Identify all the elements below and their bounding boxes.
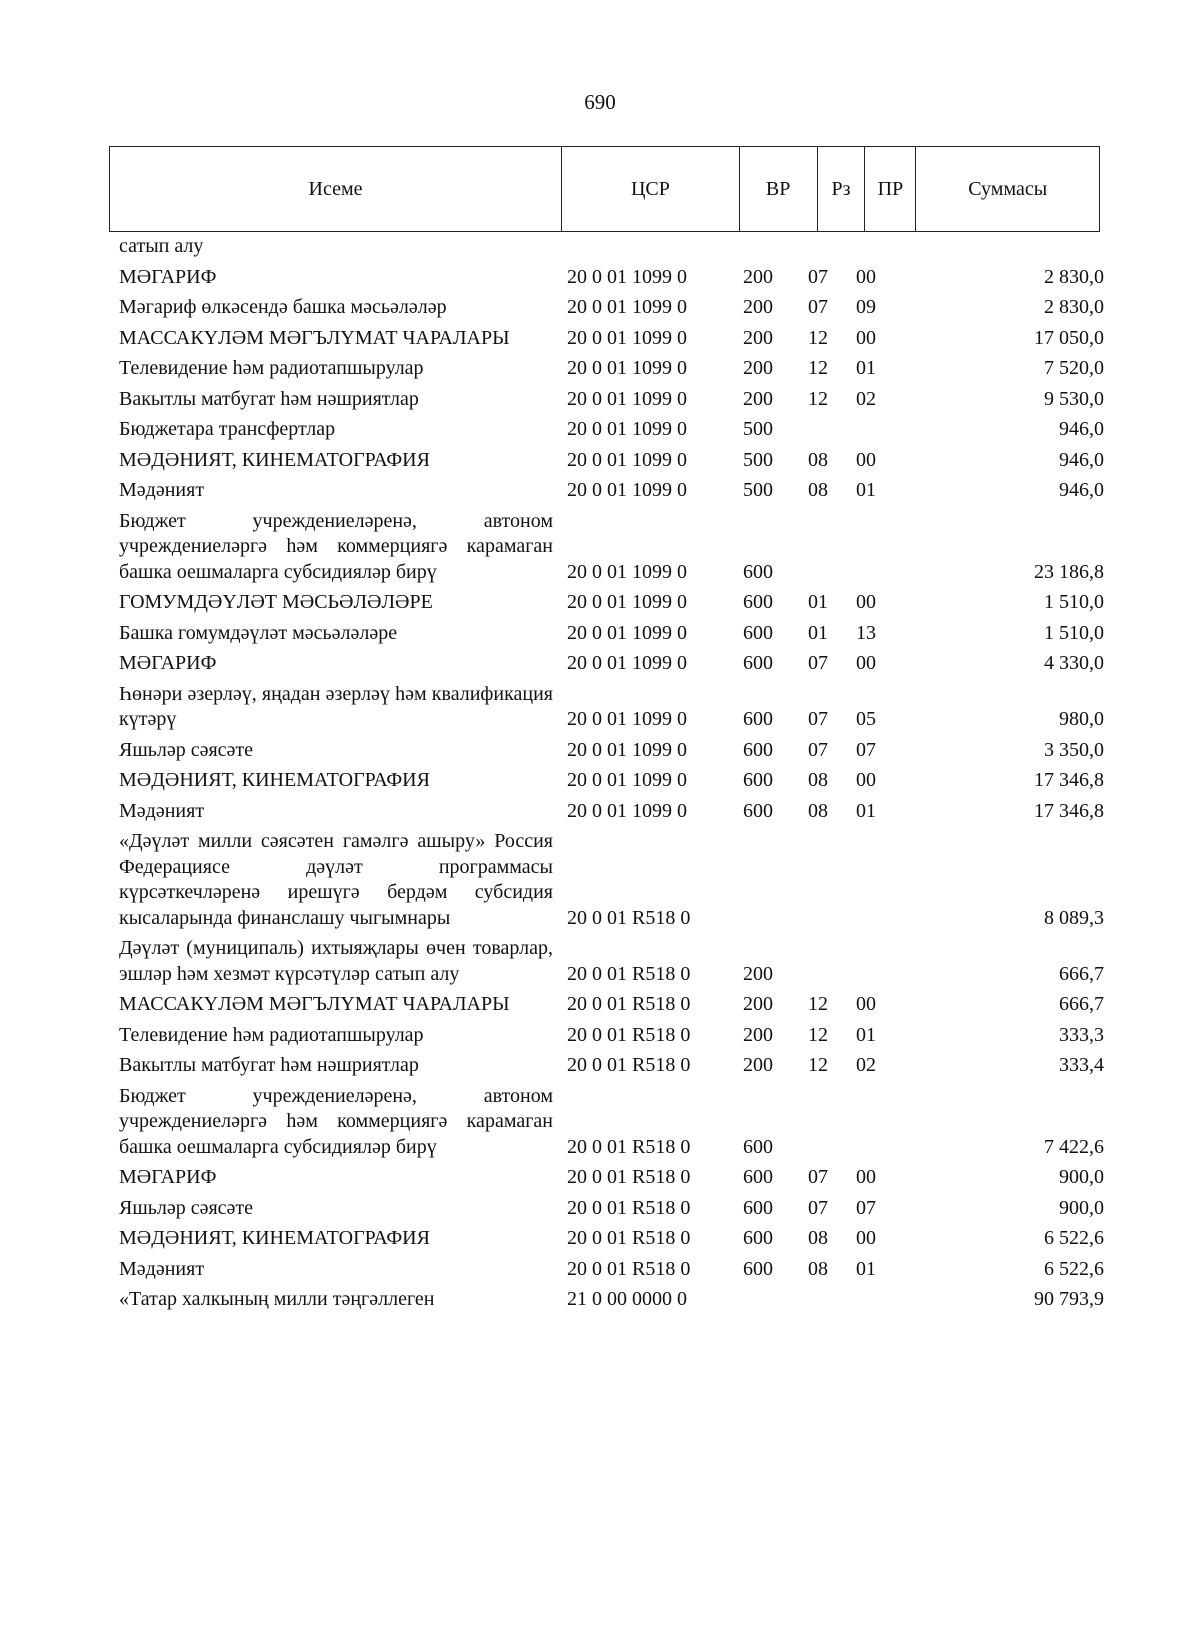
header-rz: Рз [818,147,866,231]
cell-csr: 20 0 01 1099 0 [567,799,687,822]
cell-rz: 12 [808,326,828,349]
cell-pr: 09 [856,296,876,318]
cell-rz: 12 [808,1054,828,1076]
cell-pr: 01 [856,479,876,501]
cell-vr: 200 [743,296,773,318]
cell-pr: 00 [856,448,876,471]
cell-csr: 20 0 01 R518 0 [567,1135,691,1158]
cell-sum: 9 530,0 [1044,387,1104,410]
cell-sum: 3 350,0 [1044,738,1104,761]
cell-rz: 07 [808,296,828,318]
cell-pr: 07 [856,738,876,761]
cell-vr: 600 [743,621,773,644]
table-row [119,1165,1104,1191]
cell-sum: 6 522,6 [1044,1227,1104,1249]
cell-sum: 8 089,3 [1044,906,1104,929]
cell-sum: 23 186,8 [1034,560,1104,583]
table-row [119,509,1104,586]
table-row [119,1023,1104,1049]
cell-vr: 500 [743,479,773,501]
cell-name: Мәдәният [119,1257,205,1280]
cell-name: Мәдәният [119,799,205,822]
cell-pr: 00 [856,326,876,349]
table-row [119,992,1104,1018]
cell-sum: 7 520,0 [1044,357,1104,379]
cell-csr: 20 0 01 1099 0 [567,265,687,288]
cell-vr: 600 [743,1257,773,1280]
cell-name: МӘДӘНИЯТ, КИНЕМАТОГРАФИЯ [119,1227,430,1249]
table-row [119,590,1104,616]
cell-sum: 2 830,0 [1044,296,1104,318]
header-name: Исеме [110,147,562,231]
cell-pr: 07 [856,1196,876,1219]
cell-vr: 600 [743,1227,773,1249]
cell-rz: 07 [808,738,828,761]
cell-csr: 20 0 01 1099 0 [567,387,687,410]
cell-sum: 90 793,9 [1034,1288,1104,1310]
cell-sum: 17 050,0 [1034,326,1104,349]
cell-name: Башка гомумдәүләт мәсьәләләре [119,621,398,644]
cell-vr: 200 [743,387,773,410]
cell-name: МӘДӘНИЯТ, КИНЕМАТОГРАФИЯ [119,769,430,791]
cell-csr: 20 0 01 1099 0 [567,738,687,761]
cell-sum: 980,0 [1059,708,1104,730]
cell-vr: 600 [743,652,773,674]
cell-sum: 2 830,0 [1044,265,1104,288]
cell-pr: 05 [856,708,876,730]
table-row [119,387,1104,413]
cell-sum: 900,0 [1059,1196,1104,1219]
cell-pr: 13 [856,621,876,644]
cell-name: Мәдәният [119,479,205,501]
cell-csr: 20 0 01 R518 0 [567,1054,691,1076]
cell-pr: 02 [856,1054,876,1076]
cell-csr: 20 0 01 1099 0 [567,591,687,613]
cell-rz: 08 [808,1257,828,1280]
cell-vr: 600 [743,1196,773,1219]
cell-vr: 600 [743,1166,773,1188]
cell-pr: 00 [856,652,876,674]
cell-csr: 20 0 01 1099 0 [567,652,687,674]
table-row [119,799,1104,825]
cell-name: «Дәүләт милли сәясәтен гамәлгә ашыру» Россия Федерациясе дәүләт программасы күрсәткечләренә ирешүгә бердәм субсидия кысаларында финанслашу чыгымнары [119,830,553,929]
cell-name: Яшьләр сәясәте [119,738,254,761]
cell-csr: 20 0 01 1099 0 [567,479,687,501]
cell-rz: 01 [808,591,828,613]
cell-rz: 07 [808,265,828,288]
cell-sum: 333,4 [1059,1054,1104,1076]
cell-rz: 08 [808,448,828,471]
cell-sum: 946,0 [1059,448,1104,471]
cell-rz: 07 [808,1166,828,1188]
table-row [119,768,1104,794]
header-csr: ЦСР [562,147,740,231]
table-row [119,448,1104,474]
cell-sum: 6 522,6 [1044,1257,1104,1280]
table-row [119,356,1104,382]
table-row [119,738,1104,764]
cell-sum: 946,0 [1059,479,1104,501]
cell-vr: 200 [743,962,773,985]
cell-name: Яшьләр сәясәте [119,1196,254,1219]
cell-pr: 00 [856,265,876,288]
cell-name: Бюджетара трансфертлар [119,418,336,440]
cell-sum: 900,0 [1059,1166,1104,1188]
cell-csr: 20 0 01 1099 0 [567,560,687,583]
table-row [119,234,1104,260]
cell-vr: 600 [743,769,773,791]
cell-sum: 17 346,8 [1034,799,1104,822]
cell-name: МАССАКҮЛӘМ МӘГЪЛҮМАТ ЧАРАЛАРЫ [119,326,510,349]
cell-name: Дәүләт (муниципаль) ихтыяҗлары өчен товарлар, эшләр һәм хезмәт күрсәтүләр сатып алу [119,937,553,985]
page-number: 690 [584,90,616,114]
cell-vr: 200 [743,326,773,349]
cell-vr: 600 [743,799,773,822]
cell-csr: 20 0 01 R518 0 [567,1257,691,1280]
cell-pr: 02 [856,387,876,410]
table-row [119,682,1104,733]
cell-sum: 333,3 [1059,1023,1104,1046]
table-row [119,1053,1104,1079]
cell-csr: 20 0 01 R518 0 [567,962,691,985]
cell-rz: 12 [808,1023,828,1046]
table-row [119,1287,1104,1313]
cell-vr: 500 [743,418,773,440]
cell-sum: 666,7 [1059,962,1104,985]
cell-vr: 500 [743,448,773,471]
table-row [119,1084,1104,1161]
cell-pr: 01 [856,799,876,822]
cell-rz: 12 [808,993,828,1015]
cell-sum: 666,7 [1059,993,1104,1015]
cell-rz: 08 [808,769,828,791]
header-vr: ВР [740,147,818,231]
cell-csr: 20 0 01 1099 0 [567,357,687,379]
cell-vr: 200 [743,357,773,379]
cell-rz: 12 [808,387,828,410]
cell-sum: 4 330,0 [1044,652,1104,674]
cell-vr: 200 [743,993,773,1015]
cell-name: Бюджет учреждениеләренә, автоном учреждениеләргә һәм коммерциягә карамаган башка оешмаларга субсидияләр бирү [119,1084,553,1158]
cell-csr: 21 0 00 0000 0 [567,1288,687,1310]
cell-csr: 20 0 01 R518 0 [567,1023,691,1046]
cell-pr: 00 [856,1166,876,1188]
table-row [119,829,1104,931]
cell-sum: 946,0 [1059,418,1104,440]
cell-rz: 07 [808,708,828,730]
cell-sum: 1 510,0 [1044,591,1104,613]
cell-pr: 00 [856,769,876,791]
cell-name: МАССАКҮЛӘМ МӘГЪЛҮМАТ ЧАРАЛАРЫ [119,993,510,1015]
cell-name: ГОМУМДӘҮЛӘТ МӘСЬӘЛӘЛӘРЕ [119,591,433,613]
cell-csr: 20 0 01 1099 0 [567,448,687,471]
cell-rz: 12 [808,357,828,379]
cell-vr: 600 [743,560,773,583]
cell-name: Телевидение һәм радиотапшырулар [119,1023,424,1046]
table-row [119,1226,1104,1252]
cell-csr: 20 0 01 1099 0 [567,708,687,730]
table-row [119,1196,1104,1222]
cell-rz: 08 [808,799,828,822]
cell-vr: 600 [743,591,773,613]
cell-sum: 7 422,6 [1044,1135,1104,1158]
table-row [119,621,1104,647]
cell-name: МӘГАРИФ [119,1166,217,1188]
cell-pr: 00 [856,1227,876,1249]
cell-name: МӘДӘНИЯТ, КИНЕМАТОГРАФИЯ [119,448,430,471]
cell-name: МӘГАРИФ [119,652,217,674]
cell-csr: 20 0 01 R518 0 [567,993,691,1015]
cell-vr: 600 [743,738,773,761]
cell-sum: 1 510,0 [1044,621,1104,644]
cell-name: Һөнәри әзерләү, яңадан әзерләү һәм квалификация күтәрү [119,682,553,730]
table-row [119,936,1104,987]
cell-rz: 01 [808,621,828,644]
cell-pr: 01 [856,357,876,379]
cell-csr: 20 0 01 1099 0 [567,769,687,791]
cell-pr: 01 [856,1257,876,1280]
cell-vr: 200 [743,265,773,288]
header-pr: ПР [865,147,916,231]
cell-vr: 200 [743,1023,773,1046]
cell-csr: 20 0 01 R518 0 [567,1196,691,1219]
cell-vr: 600 [743,708,773,730]
cell-pr: 00 [856,993,876,1015]
table-row [119,1257,1104,1283]
cell-rz: 08 [808,479,828,501]
cell-csr: 20 0 01 1099 0 [567,621,687,644]
cell-vr: 200 [743,1054,773,1076]
cell-name: МӘГАРИФ [119,265,217,288]
cell-name: Вакытлы матбугат һәм нәшриятлар [119,387,419,410]
cell-sum: 17 346,8 [1034,769,1104,791]
table-row [119,265,1104,291]
table-header [109,146,1100,232]
table-row [119,651,1104,677]
table-row [119,417,1104,443]
cell-name: Бюджет учреждениеләренә, автоном учреждениеләргә һәм коммерциягә карамаган башка оешмаларга субсидияләр бирү [119,509,553,583]
cell-rz: 07 [808,652,828,674]
cell-name: Мәгариф өлкәсендә башка мәсьәләләр [119,296,447,318]
cell-csr: 20 0 01 1099 0 [567,326,687,349]
header-sum: Суммасы [968,177,1048,200]
cell-csr: 20 0 01 R518 0 [567,1166,691,1188]
cell-pr: 01 [856,1023,876,1046]
cell-rz: 07 [808,1196,828,1219]
table-row [119,295,1104,321]
cell-vr: 600 [743,1135,773,1158]
cell-name: сатып алу [119,235,204,257]
table-row [119,478,1104,504]
cell-rz: 08 [808,1227,828,1249]
cell-name: Вакытлы матбугат һәм нәшриятлар [119,1054,419,1076]
table-row [119,326,1104,352]
cell-csr: 20 0 01 1099 0 [567,296,687,318]
cell-csr: 20 0 01 R518 0 [567,906,691,929]
cell-csr: 20 0 01 1099 0 [567,418,687,440]
cell-csr: 20 0 01 R518 0 [567,1227,691,1249]
table-body [119,234,1104,1318]
cell-name: Телевидение һәм радиотапшырулар [119,357,424,379]
cell-pr: 00 [856,591,876,613]
cell-name: «Татар халкының милли тәңгәллеген [119,1288,435,1310]
